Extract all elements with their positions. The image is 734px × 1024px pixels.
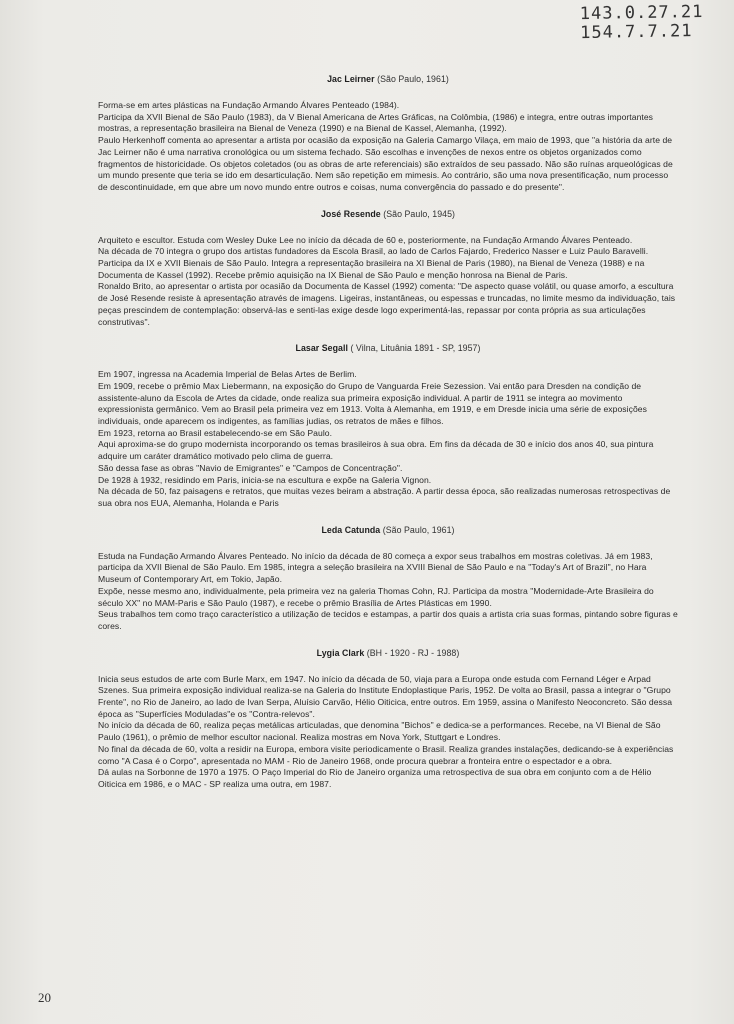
biography-paragraph: Na década de 70 integra o grupo dos artistas fundadores da Escola Brasil, ao lado de Carlos Fajardo, Frederico Nasser e Luiz Paulo Baravelli. — [98, 246, 649, 257]
biography-section — [98, 342, 678, 509]
biography-text — [98, 235, 678, 329]
biography-paragraph: Ronaldo Brito, ao apresentar o artista por ocasião da Documenta de Kassel (1992) comenta: "De aspecto quase volátil, ou quase amorfo, a escultura de José Resende resiste à apresentação através de imagens. Ligeiras, instantâneas, ou espessas e truncadas, no limite mesmo da individuação, tais peças prescindem de contemplação: observá-las e senti-las exige desde logo experimentá-las, repassar por conta própria as sua articulações construtivas". — [98, 281, 676, 327]
biography-paragraph: De 1928 à 1932, residindo em Paris, inicia-se na escultura e expõe na Galeria Vignon. — [98, 474, 432, 485]
biography-paragraph: No início da década de 60, realiza peças metálicas articuladas, que denomina "Bichos" e dedica-se a performances. Recebe, na VI Bienal de São Paulo (1961), o prêmio de melhor escultor nacional. Realiza mostras em Nova York, Stuttgart e Londres. — [98, 720, 661, 743]
handwritten-line-1: 143.0.27.21 — [580, 1, 704, 25]
handwritten-line-2: 154.7.7.21 — [580, 21, 694, 44]
biography-paragraph: Paulo Herkenhoff comenta ao apresentar a artista por ocasião da exposição na Galeria Camargo Vilaça, em maio de 1993, que "a história da arte de Jac Leirner não é uma narrativa cronológica ou um sistema fechado. São escolhas e invenções de nexos entre os objetos organizados como fragmentos de historicidade. Os objetos coletados (ou as obras de arte referenciais) são extraídos de seu passado. Não são ruínas arqueológicas de um mundo presente que teria se ido em desarticulação. Nem são repetição em mimesis. Ao contrário, são uma nova presentificação, num processo de descontinuidade, em que abre um novo mundo entre outros e coisas, numa convergência do passado e do presente". — [98, 135, 673, 192]
artist-origin: (São Paulo, 1961) — [374, 74, 449, 84]
biography-text — [98, 100, 678, 194]
biography-text — [98, 551, 678, 633]
biography-paragraph: Dá aulas na Sorbonne de 1970 a 1975. O Paço Imperial do Rio de Janeiro organiza uma retrospectiva de sua obra em conjunto com a de Hélio Oiticica em 1986, e o MAC - SP realiza uma outra, em 1987. — [98, 767, 652, 789]
biography-paragraph: Seus trabalhos tem como traço característico a utilização de tecidos e estampas, a partir dos quais a artista cria suas formas, pintando sobre figuras e cores. — [98, 609, 678, 631]
artist-name: Lasar Segall — [295, 343, 348, 354]
biography-paragraph: Na década de 50, faz paisagens e retratos, que muitas vezes beiram a abstração. A partir dessa época, são realizadas numerosas retrospectivas de sua obra nos EUA, Alemanha, Holanda e Paris — [98, 486, 671, 508]
artist-origin: (BH - 1920 - RJ - 1988) — [364, 647, 460, 658]
artist-name: Jac Leirner — [327, 74, 375, 84]
biography-text — [98, 674, 678, 791]
biography-section — [98, 524, 678, 633]
biography-paragraph: Participa da XVII Bienal de São Paulo (1983), da V Bienal Americana de Artes Gráficas, na Colômbia, (1986) e integra, entre outras importantes mostras, a representação brasileira na Bienal de Veneza (1990) e na Bienal de Kassel, Alemanha, (1992). — [98, 111, 654, 134]
handwritten-catalog-note — [580, 3, 704, 43]
biography-paragraph: Em 1923, retorna ao Brasil estabelecendo-se em São Paulo. — [98, 427, 333, 438]
biography-paragraph: Em 1907, ingressa na Academia Imperial de Belas Artes de Berlim. — [98, 369, 357, 380]
biography-paragraph: No final da década de 60, volta a residir na Europa, embora visite periodicamente o Brasil. Realiza grandes instalações, dedicando-se à experiências como "A Casa é o Corpo", apresentada no MAM - Rio de Janeiro 1968, onde procura quebrar a fronteira entre o espectador e a obra. — [98, 743, 674, 766]
biography-paragraph: Expõe, nesse mesmo ano, individualmente, pela primeira vez na galeria Thomas Cohn, RJ. Participa da mostra "Modernidade-Arte Brasileira do século XX" no MAM-Paris e São Paulo (1987), e recebe o prêmio Brasília de Artes Plásticas em 1990. — [98, 585, 654, 608]
biography-paragraph: São dessa fase as obras "Navio de Emigrantes" e "Campos de Concentração". — [98, 462, 403, 473]
artist-origin: ( Vilna, Lituânia 1891 - SP, 1957) — [347, 343, 481, 354]
artist-name: José Resende — [320, 208, 381, 219]
biography-paragraph: Forma-se em artes plásticas na Fundação Armando Álvares Penteado (1984). — [98, 100, 400, 110]
page-number: 20 — [38, 990, 51, 1005]
artist-heading — [98, 208, 678, 220]
biography-list — [98, 73, 678, 791]
artist-heading — [98, 342, 678, 354]
artist-origin: (São Paulo, 1961) — [380, 524, 455, 535]
artist-heading — [98, 647, 678, 659]
artist-heading — [98, 73, 678, 85]
biography-section — [98, 208, 678, 329]
artist-heading — [98, 524, 678, 536]
biography-paragraph: Inicia seus estudos de arte com Burle Marx, em 1947. No início da década de 50, viaja para a Europa onde estuda com Fernand Léger e Arpad Szenes. Sua primeira exposição individual realiza-se na Galeria do Institute Endoplastique Paris, 1952. De volta ao Brasil, passa a integrar o "Grupo Frente", no Rio de Janeiro, ao lado de Ivan Serpa, Aluísio Carvão, Hélio Oiticica, entre outros. Em 1959, assina o Manifesto Neoconcreto. São dessa época as "Superfícies Moduladas"e os "Contra-relevos". — [98, 673, 673, 719]
biography-paragraph: Arquiteto e escultor. Estuda com Wesley Duke Lee no início da década de 60 e, posteriormente, na Fundação Armando Álvares Penteado. — [98, 234, 633, 245]
biography-section — [98, 647, 678, 791]
biography-paragraph: Em 1909, recebe o prêmio Max Liebermann, na exposição do Grupo de Vanguarda Freie Sezession. Vai então para Dresden na condição de assistente-aluno da Escola de Artes da cidade, onde realiza sua primeira exposição individual. A partir de 1911 se integra ao movimento expressionista germânico. Vem ao Brasil pela primeira vez em 1913. Volta à Alemanha, em 1919, e em Dresde inicia uma série de exposições individuais, onde aparecem os indigentes, as famílias judias, os retratos de mães e filhos. — [98, 380, 647, 427]
artist-origin: (São Paulo, 1945) — [380, 208, 456, 219]
biography-text — [98, 369, 678, 509]
artist-name: Leda Catunda — [321, 524, 381, 535]
biography-paragraph: Estuda na Fundação Armando Álvares Penteado. No início da década de 80 começa a expor seus trabalhos em mostras coletivas. Já em 1983, participa da XVII Bienal de São Paulo. Em 1985, integra a seleção brasileira na XVIII Bienal de São Paulo e na "Today's Art of Brazil", no Hara Museum of Contemporary Art, em Tokio, Japão. — [98, 550, 653, 585]
biography-paragraph: Aqui aproxima-se do grupo modernista incorporando os temas brasileiros à sua obra. Em fins da década de 30 e início dos anos 40, sua pintura adquire um caráter dramático motivado pelo clima de guerra. — [98, 439, 654, 462]
biography-paragraph: Participa da IX e XVII Bienais de São Paulo. Integra a representação brasileira na XI Bienal de Paris (1980), na Bienal de Veneza (1988) e na Documenta de Kassel (1992). Recebe prêmio aquisição na IX Bienal de São Paulo e menção honrosa na Bienal de Paris. — [98, 258, 645, 280]
artist-name: Lygia Clark — [316, 647, 365, 658]
biography-section — [98, 73, 678, 194]
